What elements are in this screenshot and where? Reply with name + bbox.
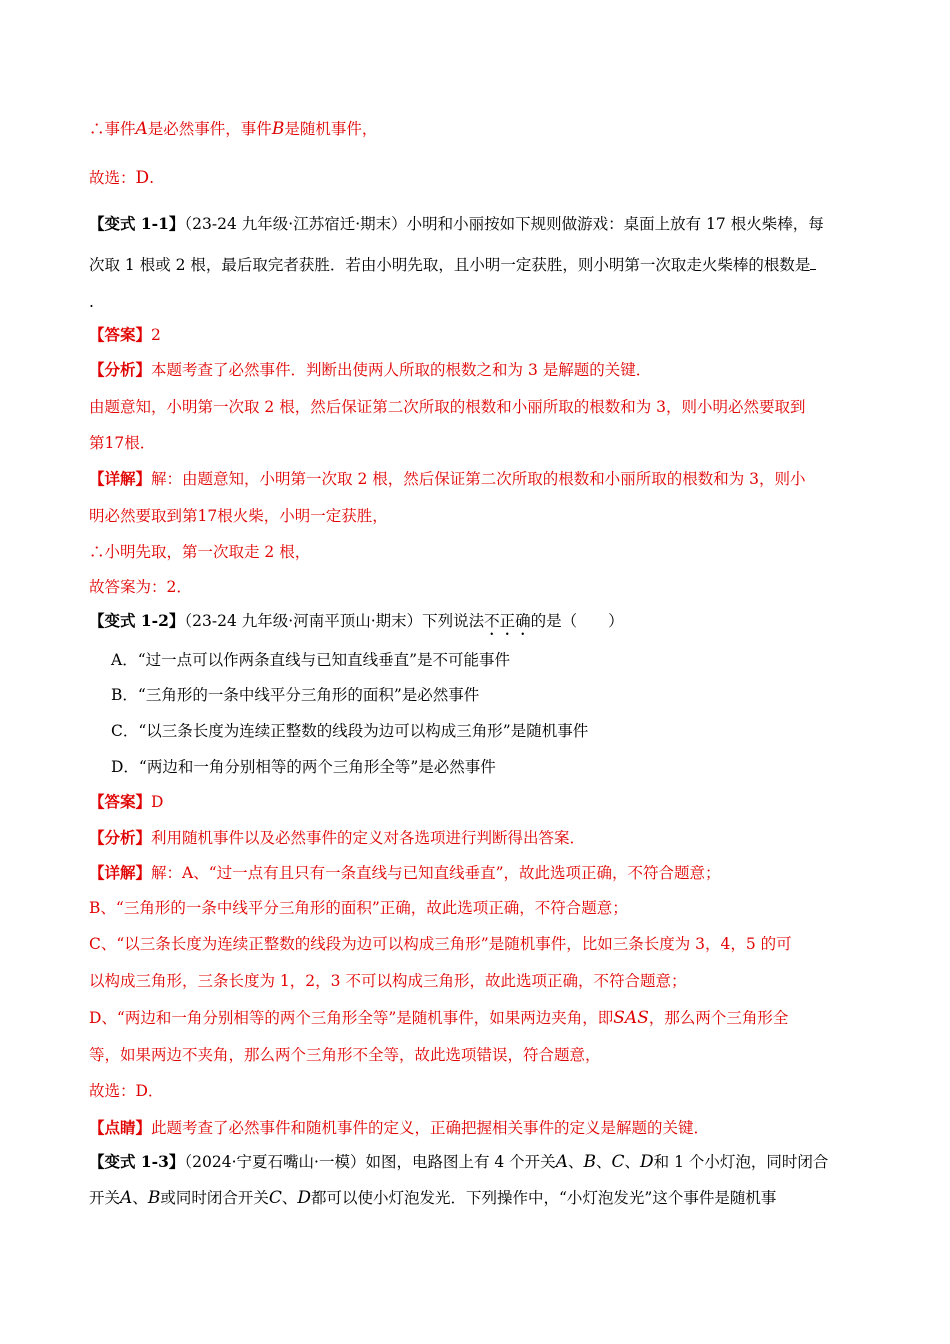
- variant-1-1-analysis-line2: 由题意知，小明第一次取 2 根，然后保证第二次所取的根数和小丽所取的根数和为 3，则小明必然要取到: [89, 398, 806, 416]
- variant-1-2-question: 【变式 1-2】（23-24 九年级·河南平顶山·期末）下列说法不正确的是（ ）: [89, 611, 624, 630]
- variant-1-2-detail-c: C、“以三条长度为连续正整数的线段为边可以构成三角形”是随机事件，比如三条长度为 3，4，5 的可: [89, 935, 792, 953]
- answer-blank: [810, 255, 816, 270]
- variant-1-1-question: 【变式 1-1】（23-24 九年级·江苏宿迁·期末）小明和小丽按如下规则做游戏：桌面上放有 17 根火柴棒，每: [89, 214, 824, 233]
- variant-1-1-detail: 【详解】解：由题意知，小明第一次取 2 根，然后保证第二次所取的根数和小丽所取的根数和为 3，则小: [89, 469, 806, 488]
- variant-1-1-analysis-line3: 第17根．: [89, 434, 156, 452]
- option-b: B．“三角形的一条中线平分三角形的面积”是必然事件: [111, 686, 480, 704]
- variant-1-2-detail-d2: 等，如果两边不夹角，那么两个三角形不全等，故此选项错误，符合题意，: [89, 1046, 601, 1064]
- variant-1-2-comment: 【点睛】此题考查了必然事件和随机事件的定义，正确把握相关事件的定义是解题的关键．: [89, 1118, 710, 1137]
- variant-1-2-detail-final: 故选：D．: [89, 1082, 164, 1100]
- variant-1-2-detail-b: B、“三角形的一条中线平分三角形的面积”正确，故此选项正确，不符合题意；: [89, 899, 628, 917]
- variant-1-3-question-line2: 开关A、B或同时闭合开关C、D都可以使小灯泡发光．下列操作中，“小灯泡发光”这个事件是随机事: [89, 1188, 777, 1208]
- option-d: D．“两边和一角分别相等的两个三角形全等”是必然事件: [111, 758, 496, 776]
- variant-1-1-detail-line2: 明必然要取到第17根火柴，小明一定获胜，: [89, 507, 388, 525]
- option-c: C．“以三条长度为连续正整数的线段为边可以构成三角形”是随机事件: [111, 722, 589, 740]
- variant-1-1-detail-line4: 故答案为：2．: [89, 578, 192, 596]
- variant-1-3-question: 【变式 1-3】（2024·宁夏石嘴山·一模）如图，电路图上有 4 个开关A、B、C、D和 1 个小灯泡，同时闭合: [89, 1152, 829, 1172]
- variant-1-1-question-line2: 次取 1 根或 2 根，最后取完者获胜．若由小明先取，且小明一定获胜，则小明第一次取走火柴棒的根数是: [89, 255, 816, 275]
- option-a: A．“过一点可以作两条直线与已知直线垂直”是不可能事件: [111, 651, 511, 669]
- variant-1-1-detail-line3: ∴小明先取，第一次取走 2 根，: [89, 543, 311, 561]
- variant-1-2-detail-c2: 以构成三角形，三条长度为 1，2，3 不可以构成三角形，故此选项正确，不符合题意；: [89, 972, 687, 990]
- variant-1-1-analysis: 【分析】本题考查了必然事件．判断出使两人所取的根数之和为 3 是解题的关键．: [89, 360, 652, 379]
- variant-1-1-answer: 【答案】2: [89, 325, 161, 344]
- variant-1-2-detail: 【详解】解：A、“过一点有且只有一条直线与已知直线垂直”，故此选项正确，不符合题意；: [89, 863, 721, 882]
- variant-1-2-answer: 【答案】D: [89, 792, 164, 811]
- conclusion-line: ∴事件A是必然事件，事件B是随机事件，: [89, 119, 378, 139]
- variant-1-2-analysis: 【分析】利用随机事件以及必然事件的定义对各选项进行判断得出答案．: [89, 828, 586, 847]
- variant-1-2-detail-d: D、“两边和一角分别相等的两个三角形全等”是随机事件，如果两边夹角，即SAS，那么两个三角形全: [89, 1008, 789, 1028]
- answer-choice-line: 故选：D.: [89, 168, 155, 188]
- variant-1-1-question-line3: .: [89, 293, 94, 311]
